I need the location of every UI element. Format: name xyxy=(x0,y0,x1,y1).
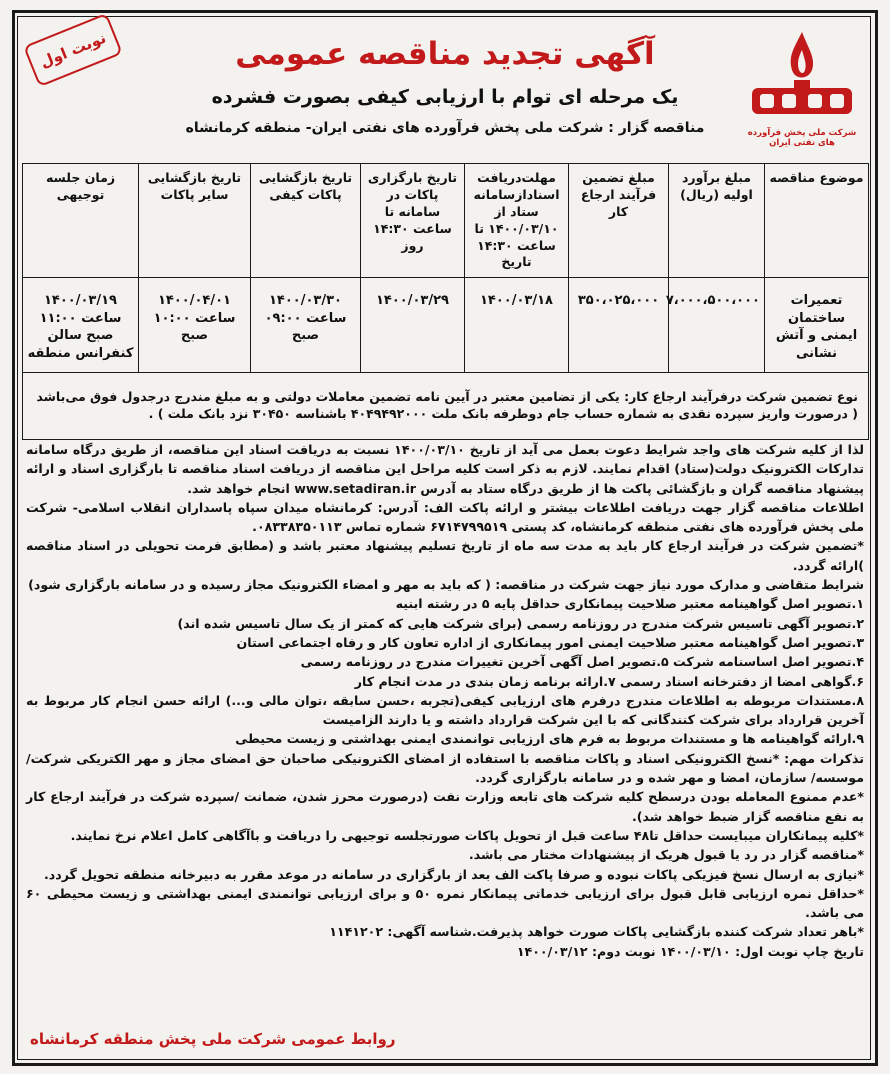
column-header: زمان جلسه توجیهی xyxy=(23,164,139,278)
guarantee-note: نوع تضمین شرکت درفرآیند ارجاع کار: یکی از تضامین معتبر در آیین نامه تضمین معاملات دولتی و به مبلغ مندرج درجدول فوق می‌باشد ( درصورت واریز سپرده نقدی به شماره حساب جام دوطرفه بانک ملت ۴۰۴۹۴‌‌‌‌‌‌‌۹۲۰۰۰ باشناسه ۳۰۴۵۰ نزد بانک ملت ) . xyxy=(23,373,869,440)
table-header-row xyxy=(23,164,869,278)
column-header: تاریخ بازگشایی پاکات کیفی xyxy=(251,164,361,278)
important-note: *باهر تعداد شرکت کننده بازگشایی پاکات صورت خواهد پذیرفت.شناسه آگهی: ۱۱۴۱۲۰۲ xyxy=(329,924,864,940)
nioc-flame-logo-icon xyxy=(742,26,862,126)
important-note: *کلیه پیمانکاران میبایست حداقل تا۴۸ ساعت قبل از تحویل پاکات صورتجلسه توجیهی را دریافت و باآگاهی کامل اعلام نرخ نمایند. xyxy=(70,827,864,843)
table-cell: ۱۴۰۰/۰۴/۰۱ ساعت ۱۰:۰۰ صبح xyxy=(139,278,251,373)
requirement-item: ۲.تصویر آگهی تاسیس شرکت مندرج در روزنامه رسمی (برای شرکت هایی که کمتر از یک سال تاسیس شده اند) xyxy=(177,615,864,631)
table-cell: تعمیرات ساختمان ایمنی و آتش نشانی xyxy=(765,278,869,373)
ad-subtitle: یک مرحله ای توام با ارزیابی کیفی بصورت فشرده xyxy=(211,86,679,108)
tender-table xyxy=(22,163,869,440)
table-cell: ۱۴۰۰/۰۳/۱۹ ساعت ۱۱:۰۰ صبح سالن کنفرانس منطقه xyxy=(23,278,139,373)
requirement-item: ۸.مستندات مربوطه به اطلاعات مندرج درفرم های ارزیابی کیفی(تجربه ،حسن سابقه ،توان مالی و...) ارائه حسن انجام کار مربوط به آخرین قرارداد برای شرکت کنندگانی که با این شرکت قرارداد داشته و یا دارند الزامیست xyxy=(26,692,864,728)
first-issue-stamp: نوبت اول xyxy=(23,13,123,88)
column-header: مبلغ تضمین فرآیند ارجاع کار xyxy=(569,164,669,278)
table-cell: ۷،۰۰۰،۵۰۰،۰۰۰ xyxy=(669,278,765,373)
important-note: *حداقل نمره ارزیابی قابل قبول برای ارزیابی خدماتی پیمانکار نمره ۵۰ و برای ارزیابی توانمندی ایمنی بهداشتی و زیست محیطی ۶۰ می باشد. xyxy=(26,885,864,921)
table-row xyxy=(23,278,869,373)
important-note: تذکرات مهم: *نسخ الکترونیکی اسناد و پاکات مناقصه با استفاده از امضای الکترونیکی صاحبان حق امضای مجاز و مهر الکتریکی شرکت/موسسه/ سازمان، امضا و مهر شده و در سامانه بارگزاری گردد. xyxy=(26,750,864,786)
requirement-item: ۴.تصویر اصل اساسنامه شرکت ۵.تصویر اصل آگهی آخرین تغییرات مندرج در روزنامه رسمی xyxy=(300,654,864,670)
public-relations-signature: روابط عمومی شرکت ملی پخش منطقه کرمانشاه xyxy=(30,1030,396,1048)
column-header: تاریخ بارگزاری پاکات در سامانه تا ساعت ۱۴:۳۰ روز xyxy=(361,164,465,278)
column-header: موضوع مناقصه xyxy=(765,164,869,278)
organizer-line: مناقصه گزار : شرکت ملی پخش فرآورده های نفتی ایران- منطقه کرمانشاه xyxy=(185,120,705,136)
requirement-item: ۱.تصویر اصل گواهینامه معتبر صلاحیت پیمانکاری حداقل پایه ۵ در رشته ابنیه xyxy=(395,596,864,612)
guarantee-note-row xyxy=(23,373,869,440)
ad-body xyxy=(26,440,864,961)
table-cell: ۱۴۰۰/۰۳/۳۰ ساعت ۰۹:۰۰ صبح xyxy=(251,278,361,373)
column-header: تاریخ بازگشایی سایر پاکات xyxy=(139,164,251,278)
body-paragraph: *تضمین شرکت در فرآیند ارجاع کار باید به مدت سه ماه از تاریخ تسلیم پیشنهاد معتبر باشد و (مطابق فرمت تحویلی در اسناد مناقصه )ارائه گردد. xyxy=(26,538,864,573)
requirement-item: ۶.گواهی امضا از دفترخانه اسناد رسمی ۷.ارائه برنامه زمان بندی در مدت انجام کار xyxy=(354,673,864,689)
body-paragraph: لذا از کلیه شرکت های واجد شرایط دعوت بعمل می آید از تاریخ ۱۴۰۰/۰۳/۱۰ نسبت به دریافت اسناد این مناقصه، از طریق درگاه سامانه تدارکات الکترونیک دولت(ستاد) اقدام نمایند. لازم به ذکر است کلیه مراحل این مناقصه از دریافت اسناد مناقصه تا بارگزاری اسناد و ارائه پیشنهاد مناقصه گران و بازگشائی پاکت ها از طریق درگاه ستاد به آدرس www.setadiran.ir انجام خواهد شد. xyxy=(26,442,864,496)
table-cell: ۳۵۰،۰۲۵،۰۰۰ xyxy=(569,278,669,373)
important-note: *نیازی به ارسال نسخ فیزیکی پاکات نبوده و صرفا پاکت الف بعد از بارگزاری در سامانه در موعد مقرر به دبیرخانه منطقه تحویل گردد. xyxy=(44,866,864,882)
requirement-item: ۹.ارائه گواهینامه ها و مستندات مربوط به فرم های ارزیابی توانمندی ایمنی بهداشتی و زیست محیطی xyxy=(235,731,864,747)
important-note: *عدم ممنوع المعامله بودن درسطح کلیه شرکت های تابعه وزارت نفت (درصورت محرز شدن، ضمانت /سپرده شرکت در فرآیند ارجاع کار به نفع مناقصه گزار ضبط خواهد شد). xyxy=(26,789,864,824)
ad-title: آگهی تجدید مناقصه عمومی xyxy=(235,36,655,72)
body-paragraph: شرایط متقاضی و مدارک مورد نیاز جهت شرکت در مناقصه: ( که باید به مهر و امضاء الکترونیک مجاز رسیده و در سامانه بارگزاری شود) xyxy=(28,577,864,593)
table-cell: ۱۴۰۰/۰۳/۲۹ xyxy=(361,278,465,373)
logo-caption: شرکت ملی پخش فرآورده های نفتی ایران xyxy=(747,128,857,148)
body-paragraph: اطلاعات مناقصه گزار جهت دریافت اطلاعات بیشتر و ارائه پاکت الف: آدرس: کرمانشاه میدان سپاه پاسداران انقلاب اسلامی- شرکت ملی پخش فرآورده های نفتی منطقه کرمانشاه، کد پستی ۶۷۱۴۷۹۹۵۱۹ شماره تماس ۰۸۳۳۸۳۵۰۱۱۳. xyxy=(26,499,864,535)
column-header: مبلغ برآورد اولیه (ریال) xyxy=(669,164,765,278)
important-note: *مناقصه گزار در رد یا قبول هریک از پیشنهادات مختار می باشد. xyxy=(468,847,864,863)
requirement-item: ۳.تصویر اصل گواهینامه معتبر صلاحیت ایمنی امور پیمانکاری از اداره تعاون کار و رفاه اجتماعی استان xyxy=(236,634,864,650)
table-cell: ۱۴۰۰/۰۳/۱۸ xyxy=(465,278,569,373)
print-dates: تاریخ چاپ نوبت اول: ۱۴۰۰/۰۳/۱۰ نوبت دوم: ۱۴۰۰/۰۳/۱۲ xyxy=(516,943,864,959)
column-header: مهلت‌دریافت اسناد‌از‌سامانه ستاد از ۱۴۰۰/۰۳/۱۰ تا ساعت ۱۴:۳۰ تاریخ xyxy=(465,164,569,278)
